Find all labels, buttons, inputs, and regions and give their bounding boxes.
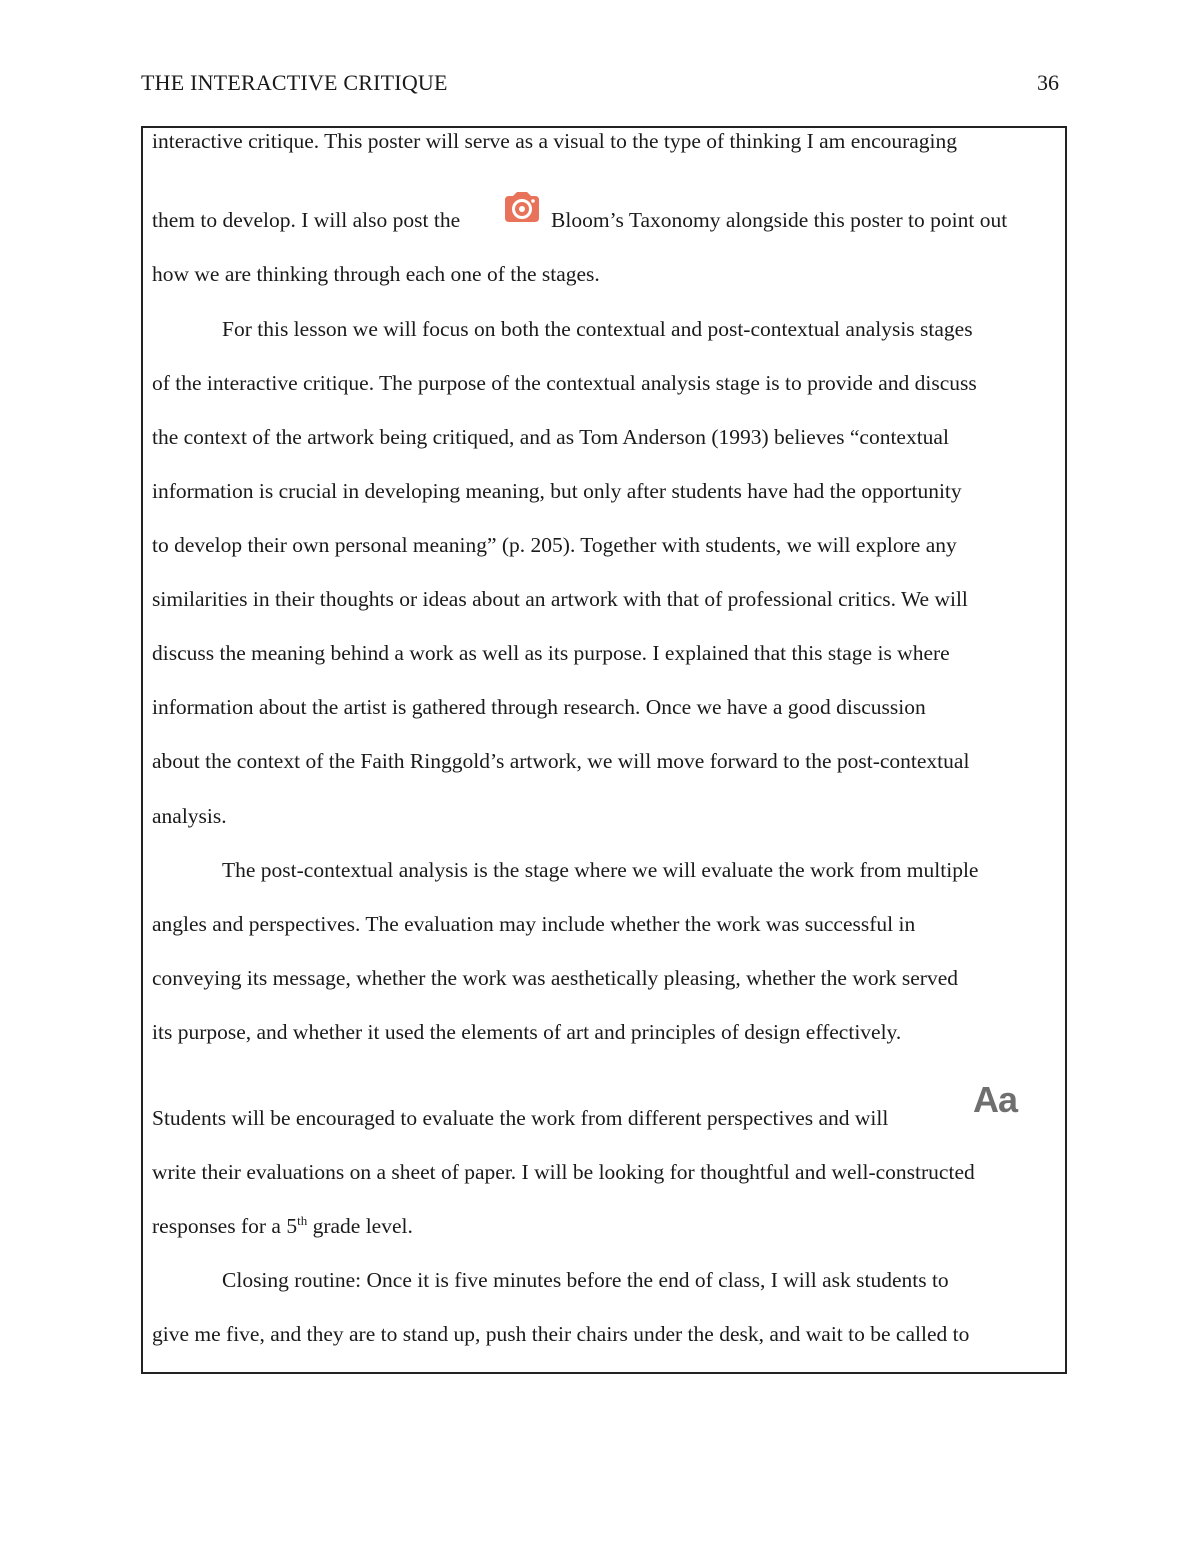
running-head: THE INTERACTIVE CRITIQUE bbox=[141, 70, 448, 95]
body-line: information is crucial in developing meaning, but only after students have had the opportunity bbox=[152, 479, 962, 503]
body-line: For this lesson we will focus on both the contextual and post-contextual analysis stages bbox=[222, 317, 973, 341]
body-line: of the interactive critique. The purpose of the contextual analysis stage is to provide and discuss bbox=[152, 371, 977, 395]
body-line: The post-contextual analysis is the stage where we will evaluate the work from multiple bbox=[222, 858, 979, 882]
font-icon[interactable]: Aa bbox=[973, 1079, 1018, 1120]
camera-icon[interactable] bbox=[503, 190, 541, 224]
body-line: Students will be encouraged to evaluate the work from different perspectives and will bbox=[152, 1106, 889, 1130]
body-line: its purpose, and whether it used the elements of art and principles of design effectively. bbox=[152, 1020, 902, 1044]
ordinal-suffix: th bbox=[297, 1212, 308, 1228]
responses-text-end: grade level. bbox=[307, 1214, 413, 1238]
body-line: analysis. bbox=[152, 804, 227, 828]
body-line: conveying its message, whether the work was aesthetically pleasing, whether the work served bbox=[152, 966, 958, 990]
body-line: them to develop. I will also post the bbox=[152, 208, 461, 232]
body-line: Bloom’s Taxonomy alongside this poster to point out bbox=[551, 208, 1008, 232]
body-line: interactive critique. This poster will serve as a visual to the type of thinking I am encouraging bbox=[152, 129, 958, 153]
body-line-responses bbox=[152, 1212, 413, 1238]
body-line: angles and perspectives. The evaluation may include whether the work was successful in bbox=[152, 912, 916, 936]
body-line: discuss the meaning behind a work as well as its purpose. I explained that this stage is where bbox=[152, 641, 950, 665]
body-line: Closing routine: Once it is five minutes before the end of class, I will ask students to bbox=[222, 1268, 949, 1292]
page-number: 36 bbox=[1037, 70, 1059, 95]
body-line: how we are thinking through each one of the stages. bbox=[152, 262, 600, 286]
body-line: about the context of the Faith Ringgold’s artwork, we will move forward to the post-contextual bbox=[152, 749, 970, 773]
body-line: give me five, and they are to stand up, push their chairs under the desk, and wait to be called to bbox=[152, 1322, 970, 1346]
body-line: to develop their own personal meaning” (p. 205). Together with students, we will explore any bbox=[152, 533, 957, 557]
body-line: similarities in their thoughts or ideas about an artwork with that of professional critics. We will bbox=[152, 587, 968, 611]
responses-text: responses for a 5 bbox=[152, 1214, 298, 1238]
body-line: write their evaluations on a sheet of paper. I will be looking for thoughtful and well-constructed bbox=[152, 1160, 975, 1184]
body-line: information about the artist is gathered through research. Once we have a good discussion bbox=[152, 695, 926, 719]
body-line: the context of the artwork being critiqued, and as Tom Anderson (1993) believes “contextual bbox=[152, 425, 949, 449]
